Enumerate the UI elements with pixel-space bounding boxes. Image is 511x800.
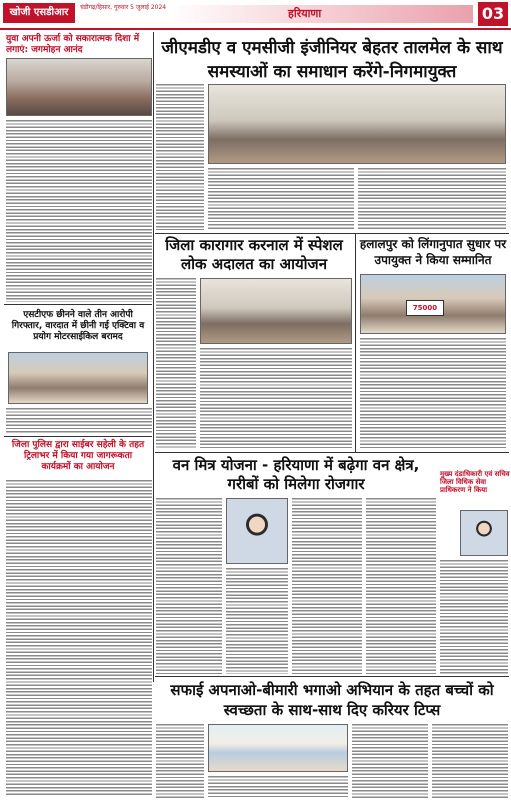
newspaper-logo: खोजी एसडीआर — [3, 3, 75, 23]
row-rule — [155, 676, 509, 677]
left-low-headline: जिला पुलिस द्वारा साईबर सहेली के तहत ट्रिलाभर में किया गया जागरूकता कार्यक्रमों का आयोजन — [11, 440, 145, 472]
article-body — [208, 776, 348, 798]
column-rule — [153, 32, 154, 682]
row-rule — [155, 233, 509, 234]
school-photo — [208, 724, 348, 772]
jail-headline: जिला कारागार करनाल में स्पेशल लोक अदालत का आयोजन — [165, 236, 343, 273]
lok-adalat-photo — [200, 278, 352, 344]
article-body — [6, 480, 152, 796]
article-body — [292, 498, 362, 674]
meeting-photo — [208, 84, 506, 164]
article-body — [352, 724, 428, 798]
cheque-board: 75000 — [406, 300, 444, 316]
masthead — [0, 0, 511, 30]
event-photo — [6, 58, 152, 116]
row-rule — [4, 304, 152, 305]
police-photo — [8, 352, 148, 404]
bottom-headline: सफाई अपनाओ-बीमारी भगाओ अभियान के तहत बच्चों को स्वच्छता के साथ-साथ दिए करियर टिप्स — [170, 681, 494, 719]
halalpur-headline: हलालपुर को लिंगानुपात सुधार पर उपायुक्त ने किया सम्मानित — [359, 237, 507, 267]
left-top-headline: युवा अपनी ऊर्जा को सकारात्मक दिशा में लगाएं: जगमोहन आनंद — [6, 34, 140, 55]
left-mid-headline: एसटीएफ छीनने वाले तीन आरोपी गिरफ्तार, वारदात में छीनी गई एक्टिवा व प्रयोग मोटरसाईकिल बरामद — [11, 310, 145, 342]
article-body — [156, 498, 222, 674]
article-body — [226, 568, 288, 674]
page-number: 03 — [478, 2, 508, 26]
van-mitra-headline: वन मित्र योजना - हरियाणा में बढ़ेगा वन क्षेत्र, गरीबों को मिलेगा रोजगार — [172, 456, 420, 493]
article-body — [6, 120, 152, 302]
article-body — [440, 560, 508, 674]
article-body — [208, 168, 354, 230]
magistrate-photo — [460, 510, 508, 556]
article-body — [358, 168, 506, 230]
article-body — [366, 498, 436, 674]
article-body — [360, 338, 506, 448]
article-body — [6, 408, 152, 434]
row-rule — [155, 452, 509, 453]
main-headline: जीएमडीए व एमसीजी इंजीनियर बेहतर तालमेल के साथ समस्याओं का समाधान करेंगे-निगमायुक्त — [161, 38, 503, 82]
column-rule — [355, 234, 356, 452]
article-body — [156, 278, 196, 448]
article-body — [156, 84, 204, 230]
dateline: चंडीगढ़/हिसार, गुरुवार 5 जुलाई 2024 — [80, 4, 167, 11]
officer-photo — [226, 498, 288, 564]
article-body — [156, 724, 204, 798]
side-headline: मुख्य दंडाधिकारी एवं सचिव जिला विधिक सेवा प्राधिकरण ने किया — [440, 470, 510, 494]
article-body — [200, 348, 352, 448]
row-rule — [4, 436, 152, 437]
article-body — [432, 724, 508, 798]
section-name: हरियाणा — [288, 7, 322, 20]
